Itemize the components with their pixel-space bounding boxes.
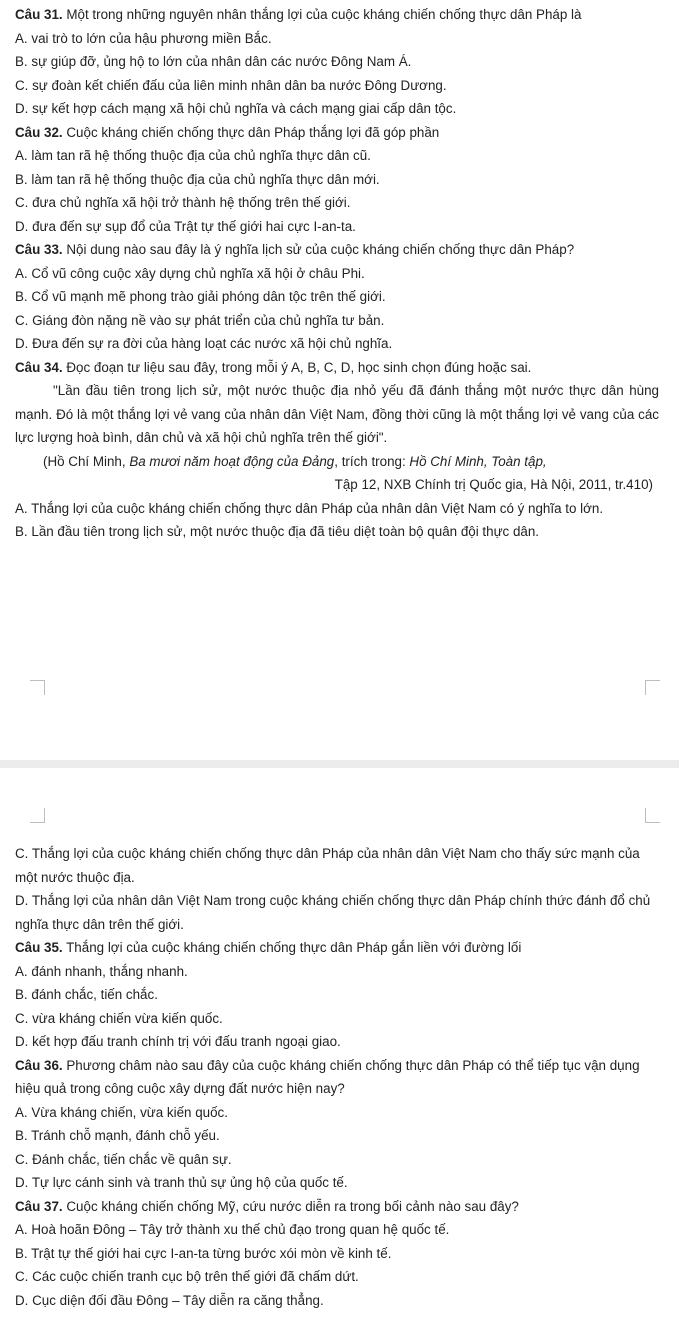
question-37-stem xyxy=(15,1195,659,1219)
question-33-stem xyxy=(15,238,659,262)
question-text: Một trong những nguyên nhân thắng lợi của cuộc kháng chiến chống thực dân Pháp là xyxy=(66,7,582,22)
question-32 xyxy=(15,121,659,239)
citation-prefix: (Hồ Chí Minh, xyxy=(43,453,130,469)
option-a: A. Vừa kháng chiến, vừa kiến quốc. xyxy=(15,1104,228,1120)
option-b: B. đánh chắc, tiến chắc. xyxy=(15,987,158,1002)
source-quote: "Lần đầu tiên trong lịch sử, một nước thuộc địa nhỏ yếu đã đánh thắng một nước thực dân hùng mạnh. Đó là một thắng lợi vẻ vang của nhân dân Việt Nam, đồng thời cũng là một thắng lợi vẻ vang của các lực lượng hoà bình, dân chủ và xã hội chủ nghĩa trên thế giới". xyxy=(15,383,659,445)
question-number: Câu 32. xyxy=(15,124,63,140)
page-2-content xyxy=(15,842,659,1312)
option-d: D. đưa đến sự sụp đổ của Trật tự thế giới hai cực I-an-ta. xyxy=(15,218,356,234)
crop-mark xyxy=(645,808,660,823)
page-1-content xyxy=(15,3,659,544)
option-d: D. kết hợp đấu tranh chính trị với đấu tranh ngoại giao. xyxy=(15,1034,341,1049)
option-b: B. làm tan rã hệ thống thuộc địa của chủ nghĩa thực dân mới. xyxy=(15,171,380,187)
question-text: Thắng lợi của cuộc kháng chiến chống thực dân Pháp gắn liền với đường lối xyxy=(66,940,522,955)
question-text: Nội dung nào sau đây là ý nghĩa lịch sử của cuộc kháng chiến chống thực dân Pháp? xyxy=(66,242,575,257)
question-number: Câu 36. xyxy=(15,1057,63,1073)
option-d: D. Tự lực cánh sinh và tranh thủ sự ủng hộ của quốc tế. xyxy=(15,1175,348,1190)
question-text: Cuộc kháng chiến chống Mỹ, cứu nước diễn ra trong bối cảnh nào sau đây? xyxy=(66,1198,519,1214)
question-number: Câu 37. xyxy=(15,1198,63,1214)
option-d: D. sự kết hợp cách mạng xã hội chủ nghĩa và cách mạng giai cấp dân tộc. xyxy=(15,101,457,116)
question-37 xyxy=(15,1195,659,1313)
question-text: Phương châm nào sau đây của cuộc kháng chiến chống thực dân Pháp có thể tiếp tục vận dụng hiệu quả trong công cuộc xây dựng đất nước hiện nay? xyxy=(15,1057,640,1096)
question-35-stem xyxy=(15,936,659,960)
question-number: Câu 34. xyxy=(15,359,63,375)
option-a: A. đánh nhanh, thắng nhanh. xyxy=(15,963,188,979)
option-c: C. Các cuộc chiến tranh cục bộ trên thế giới đã chấm dứt. xyxy=(15,1269,359,1284)
citation-title: Ba mươi năm hoạt động của Đảng xyxy=(129,453,335,469)
question-35 xyxy=(15,936,659,1054)
option-b: B. Tránh chỗ mạnh, đánh chỗ yếu. xyxy=(15,1128,220,1143)
question-34-continued xyxy=(15,842,659,936)
question-36-stem xyxy=(15,1054,659,1101)
crop-mark xyxy=(645,680,660,695)
citation-line-1 xyxy=(29,450,659,474)
citation-mid: , trích trong: xyxy=(334,453,410,469)
option-c: C. vừa kháng chiến vừa kiến quốc. xyxy=(15,1010,223,1026)
document-page-2 xyxy=(0,808,679,1335)
question-number: Câu 33. xyxy=(15,242,63,257)
question-number: Câu 31. xyxy=(15,7,63,22)
option-c: C. Giáng đòn nặng nề vào sự phát triển của chủ nghĩa tư bản. xyxy=(15,312,385,328)
option-d: D. Thắng lợi của nhân dân Việt Nam trong cuộc kháng chiến chống thực dân Pháp chính thức đánh đổ chủ nghĩa thực dân trên thế giới. xyxy=(15,893,651,932)
page-separator xyxy=(0,760,679,768)
question-32-stem xyxy=(15,121,659,145)
question-34 xyxy=(15,356,659,544)
option-d: D. Cục diện đối đầu Đông – Tây diễn ra căng thẳng. xyxy=(15,1292,324,1308)
option-a: A. Thắng lợi của cuộc kháng chiến chống thực dân Pháp của nhân dân Việt Nam có ý nghĩa to lớn. xyxy=(15,500,604,516)
option-a: A. Cổ vũ công cuộc xây dựng chủ nghĩa xã hội ở châu Phi. xyxy=(15,265,365,281)
question-number: Câu 35. xyxy=(15,940,63,955)
citation-book: Hồ Chí Minh, Toàn tập, xyxy=(409,453,547,469)
crop-mark xyxy=(30,680,45,695)
question-text: Cuộc kháng chiến chống thực dân Pháp thắng lợi đã góp phần xyxy=(66,124,440,140)
option-c: C. Đánh chắc, tiến chắc về quân sự. xyxy=(15,1151,232,1167)
question-34-stem xyxy=(15,356,659,380)
source-citation xyxy=(15,450,659,497)
question-33 xyxy=(15,238,659,356)
question-text: Đọc đoạn tư liệu sau đây, trong mỗi ý A, B, C, D, học sinh chọn đúng hoặc sai. xyxy=(66,359,532,375)
option-c: C. Thắng lợi của cuộc kháng chiến chống thực dân Pháp của nhân dân Việt Nam cho thấy sức mạnh của một nước thuộc địa. xyxy=(15,846,640,885)
option-a: A. vai trò to lớn của hậu phương miền Bắc. xyxy=(15,30,272,46)
citation-line-2: Tập 12, NXB Chính trị Quốc gia, Hà Nội, 2011, tr.410) xyxy=(334,477,653,492)
option-d: D. Đưa đến sự ra đời của hàng loạt các nước xã hội chủ nghĩa. xyxy=(15,336,393,351)
question-31 xyxy=(15,3,659,121)
option-a: A. làm tan rã hệ thống thuộc địa của chủ nghĩa thực dân cũ. xyxy=(15,148,371,163)
option-b: B. Lần đầu tiên trong lịch sử, một nước thuộc địa đã tiêu diệt toàn bộ quân đội thực dân. xyxy=(15,524,540,539)
option-b: B. sự giúp đỡ, ủng hộ to lớn của nhân dân các nước Đông Nam Á. xyxy=(15,54,412,69)
question-31-stem xyxy=(15,3,659,27)
option-c: C. sự đoàn kết chiến đấu của liên minh nhân dân ba nước Đông Dương. xyxy=(15,77,447,93)
option-a: A. Hoà hoãn Đông – Tây trở thành xu thế chủ đạo trong quan hệ quốc tế. xyxy=(15,1222,450,1237)
option-b: B. Cổ vũ mạnh mẽ phong trào giải phóng dân tộc trên thế giới. xyxy=(15,289,386,304)
option-c: C. đưa chủ nghĩa xã hội trở thành hệ thống trên thế giới. xyxy=(15,195,351,210)
question-36 xyxy=(15,1054,659,1195)
option-b: B. Trật tự thế giới hai cực I-an-ta từng bước xói mòn về kinh tế. xyxy=(15,1245,392,1261)
crop-mark xyxy=(30,808,45,823)
